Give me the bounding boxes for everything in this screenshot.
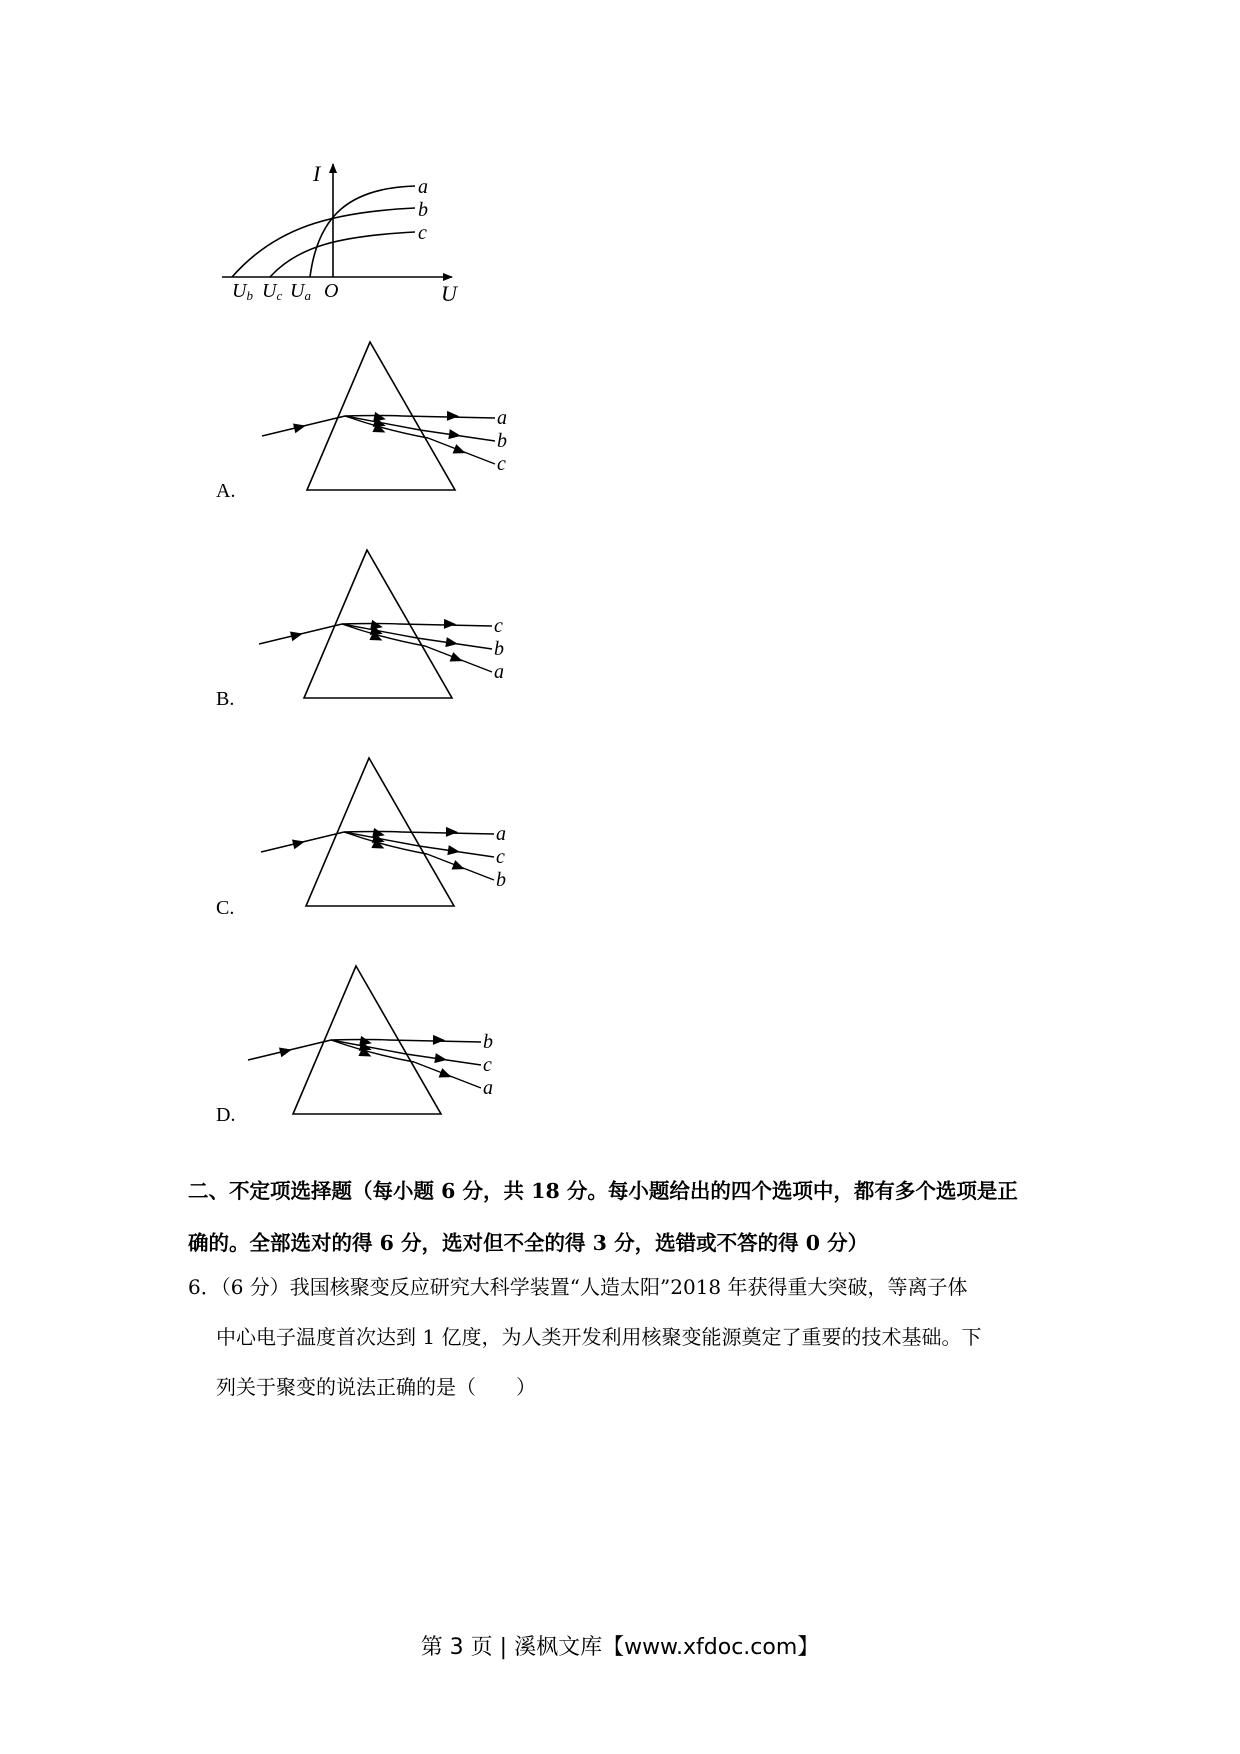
ray-label-3: a <box>483 1077 493 1099</box>
section-heading-line2: 确的。全部选对的得 6 分，选对但不全的得 3 分，选错或不答的得 0 分） <box>188 1231 869 1255</box>
ray-label-3: c <box>497 453 506 475</box>
inner-ray-3 <box>331 1040 414 1062</box>
question6-line1: 6．（6 分）我国核聚变反应研究大科学装置“人造太阳”2018 年获得重大突破，等离子体 <box>188 1275 968 1299</box>
ray-label-2: c <box>483 1054 492 1076</box>
curve-label-a: a <box>418 176 428 198</box>
ray-label-3: b <box>496 869 506 891</box>
tick-uc: Uc <box>262 280 283 303</box>
curve-label-c: c <box>418 222 427 244</box>
ray-label-2: c <box>496 846 505 868</box>
option-label-b: B. <box>216 688 235 710</box>
tick-ub: Ub <box>232 280 253 303</box>
tick-ua: Ua <box>290 280 311 303</box>
curve-label-b: b <box>418 199 428 221</box>
ray-label-1: a <box>496 823 506 845</box>
exit-ray-arrow-2 <box>434 1053 447 1063</box>
incident-ray-arrow <box>279 1048 292 1058</box>
tick-origin: O <box>324 280 339 302</box>
ray-label-1: b <box>483 1031 493 1053</box>
ray-label-2: b <box>497 430 507 452</box>
inner-ray-1 <box>331 1040 388 1041</box>
exit-ray-arrow-3 <box>439 1068 452 1077</box>
ray-label-1: c <box>494 615 503 637</box>
question6-line3: 列关于聚变的说法正确的是（ ） <box>216 1375 536 1399</box>
option-label-c: C. <box>216 897 235 919</box>
ray-label-3: a <box>494 661 504 683</box>
option-label-d: D. <box>216 1104 236 1126</box>
ray-label-2: b <box>494 638 504 660</box>
section-heading-line1: 二、不定项选择题（每小题 6 分，共 18 分。每小题给出的四个选项中，都有多个选项是正 <box>188 1179 1018 1203</box>
axis-i-label: I <box>313 161 321 186</box>
question6-line2: 中心电子温度首次达到 1 亿度，为人类开发利用核聚变能源奠定了重要的技术基础。下 <box>216 1325 982 1349</box>
axis-u-label: U <box>441 281 457 306</box>
page-footer: 第 3 页 | 溪枫文库【www.xfdoc.com】 <box>420 1635 820 1660</box>
option-label-a: A. <box>216 480 236 502</box>
ray-label-1: a <box>497 407 507 429</box>
exit-ray-arrow-1 <box>433 1035 445 1045</box>
